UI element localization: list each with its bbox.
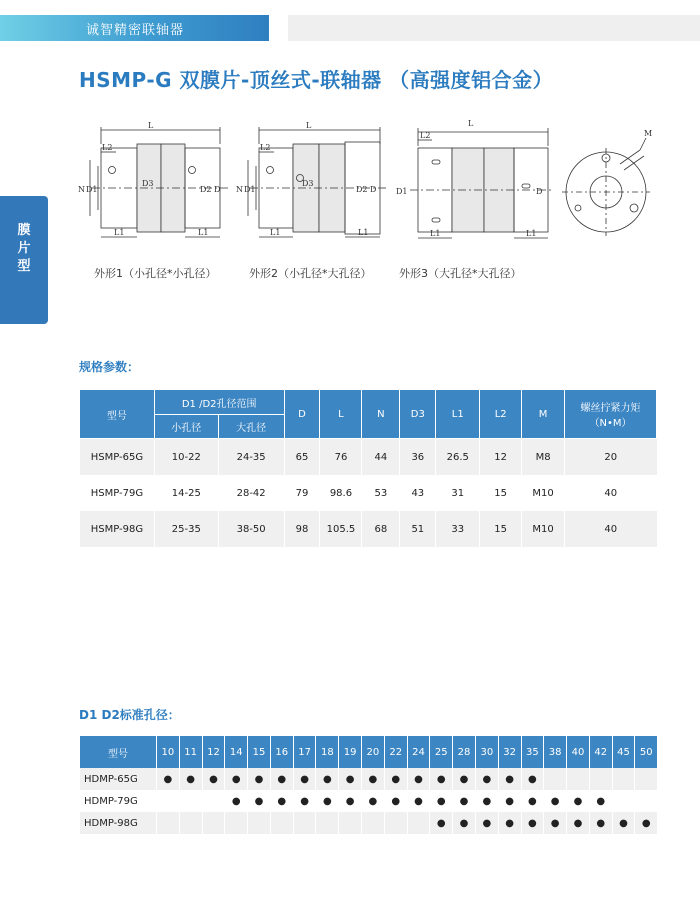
bore-availability-cell: ● <box>544 812 567 834</box>
cell-small: 25-35 <box>154 511 218 547</box>
cell-m: M10 <box>522 475 565 511</box>
svg-text:N: N <box>236 185 243 194</box>
cell-l: 76 <box>320 439 362 476</box>
bore-col-size: 32 <box>498 736 521 768</box>
side-char-1: 膜 <box>17 223 31 238</box>
table-row <box>80 439 657 476</box>
bore-col-size: 16 <box>270 736 293 768</box>
coupling-drawing-shape-1 <box>72 120 232 250</box>
bore-availability-cell: ● <box>453 812 476 834</box>
cell-n: 68 <box>362 511 400 547</box>
svg-text:L1: L1 <box>430 229 441 238</box>
svg-text:L1: L1 <box>270 228 281 237</box>
bore-availability-cell: ● <box>225 768 248 790</box>
bore-col-size: 22 <box>384 736 407 768</box>
bore-col-size: 10 <box>157 736 180 768</box>
cell-d3: 43 <box>400 475 436 511</box>
col-large-bore: 大孔径 <box>218 415 284 439</box>
bore-availability-cell: ● <box>498 812 521 834</box>
col-n: N <box>362 390 400 439</box>
cell-l1: 31 <box>436 475 480 511</box>
bore-availability-cell: ● <box>430 768 453 790</box>
drawing-caption-3: 外形3（大孔径*大孔径） <box>399 267 522 280</box>
svg-text:N: N <box>78 185 85 194</box>
svg-text:L2: L2 <box>260 143 271 152</box>
bore-cell-model: HDMP-98G <box>80 812 157 834</box>
bore-availability-cell <box>202 790 225 812</box>
coupling-drawing-shape-3 <box>388 120 558 250</box>
bore-availability-cell: ● <box>453 790 476 812</box>
cell-large: 28-42 <box>218 475 284 511</box>
bore-availability-cell: ● <box>521 768 544 790</box>
bore-col-size: 24 <box>407 736 430 768</box>
cell-large: 24-35 <box>218 439 284 476</box>
coupling-drawing-shape-2 <box>230 120 390 250</box>
bore-availability-cell <box>544 768 567 790</box>
col-model: 型号 <box>80 390 155 439</box>
table-row <box>80 475 657 511</box>
cell-l2: 12 <box>480 439 522 476</box>
bore-col-size: 38 <box>544 736 567 768</box>
brand-name: 诚智精密联轴器 <box>86 23 185 38</box>
bore-availability-cell <box>612 790 635 812</box>
svg-text:L: L <box>306 121 312 130</box>
spec-table <box>79 389 657 547</box>
bore-col-size: 18 <box>316 736 339 768</box>
bore-col-size: 17 <box>293 736 316 768</box>
bore-availability-cell: ● <box>339 768 362 790</box>
bore-col-size: 50 <box>635 736 657 768</box>
svg-text:D: D <box>370 185 377 194</box>
bore-availability-cell <box>293 812 316 834</box>
cell-model: HSMP-65G <box>80 439 155 476</box>
bore-availability-cell: ● <box>316 790 339 812</box>
bore-cell-model: HDMP-65G <box>80 768 157 790</box>
bore-availability-cell: ● <box>362 790 385 812</box>
svg-text:L2: L2 <box>420 131 431 140</box>
bore-col-model: 型号 <box>80 736 157 768</box>
bore-cell-model: HDMP-79G <box>80 790 157 812</box>
cell-l: 105.5 <box>320 511 362 547</box>
bore-availability-cell: ● <box>475 812 498 834</box>
bore-availability-cell: ● <box>521 790 544 812</box>
cell-d3: 36 <box>400 439 436 476</box>
col-small-bore: 小孔径 <box>154 415 218 439</box>
col-d3: D3 <box>400 390 436 439</box>
torque-unit: （N•M） <box>589 418 632 429</box>
col-d: D <box>284 390 320 439</box>
svg-text:D: D <box>536 187 543 196</box>
cell-m: M10 <box>522 511 565 547</box>
table-row <box>80 812 658 834</box>
header-gray-bar <box>288 15 700 41</box>
svg-text:D1: D1 <box>86 185 98 194</box>
cell-torque: 40 <box>565 475 657 511</box>
bore-availability-cell <box>225 812 248 834</box>
bore-availability-cell: ● <box>407 790 430 812</box>
cell-m: M8 <box>522 439 565 476</box>
bore-availability-cell: ● <box>293 768 316 790</box>
bore-availability-cell: ● <box>589 790 612 812</box>
col-l2: L2 <box>480 390 522 439</box>
bore-availability-cell <box>589 768 612 790</box>
bore-availability-cell: ● <box>567 790 590 812</box>
bore-col-size: 20 <box>362 736 385 768</box>
bore-availability-cell: ● <box>475 790 498 812</box>
svg-text:L1: L1 <box>358 228 369 237</box>
col-bore-range: D1 /D2孔径范围 <box>154 390 284 415</box>
bore-availability-cell: ● <box>384 768 407 790</box>
svg-text:D: D <box>214 185 221 194</box>
bore-section-label: D1 D2标准孔径： <box>79 708 180 722</box>
cell-l: 98.6 <box>320 475 362 511</box>
svg-text:D2: D2 <box>200 185 212 194</box>
bore-availability-cell: ● <box>521 812 544 834</box>
bore-availability-cell <box>248 812 271 834</box>
cell-d: 98 <box>284 511 320 547</box>
svg-text:L: L <box>148 121 154 130</box>
cell-n: 44 <box>362 439 400 476</box>
cell-l2: 15 <box>480 475 522 511</box>
bore-availability-cell <box>384 812 407 834</box>
side-char-3: 型 <box>17 259 31 274</box>
drawing-caption-1: 外形1（小孔径*小孔径） <box>94 267 217 280</box>
svg-text:D3: D3 <box>302 179 314 188</box>
bore-col-size: 12 <box>202 736 225 768</box>
side-char-2: 片 <box>17 241 31 256</box>
cell-d: 79 <box>284 475 320 511</box>
bore-availability-cell: ● <box>362 768 385 790</box>
bore-availability-cell: ● <box>225 790 248 812</box>
bore-col-size: 28 <box>453 736 476 768</box>
bore-availability-cell <box>635 768 657 790</box>
bore-availability-cell: ● <box>157 768 180 790</box>
bore-availability-cell: ● <box>612 812 635 834</box>
bore-table <box>79 736 657 834</box>
bore-availability-cell: ● <box>544 790 567 812</box>
cell-torque: 40 <box>565 511 657 547</box>
cell-large: 38-50 <box>218 511 284 547</box>
table-row <box>80 790 658 812</box>
cell-d: 65 <box>284 439 320 476</box>
svg-text:L1: L1 <box>114 228 125 237</box>
col-m: M <box>522 390 565 439</box>
bore-availability-cell: ● <box>567 812 590 834</box>
bore-availability-cell: ● <box>202 768 225 790</box>
bore-availability-cell: ● <box>453 768 476 790</box>
cell-torque: 20 <box>565 439 657 476</box>
svg-text:D1: D1 <box>244 185 256 194</box>
cell-l2: 15 <box>480 511 522 547</box>
drawing-caption-2: 外形2（小孔径*大孔径） <box>249 267 372 280</box>
bore-availability-cell: ● <box>498 768 521 790</box>
coupling-end-view-drawing <box>560 120 660 250</box>
svg-text:D1: D1 <box>396 187 408 196</box>
svg-text:L2: L2 <box>102 143 113 152</box>
col-l: L <box>320 390 362 439</box>
bore-availability-cell <box>635 790 657 812</box>
col-torque <box>565 390 657 439</box>
bore-col-size: 35 <box>521 736 544 768</box>
bore-availability-cell: ● <box>179 768 202 790</box>
svg-text:L1: L1 <box>198 228 209 237</box>
bore-col-size: 15 <box>248 736 271 768</box>
bore-col-size: 40 <box>567 736 590 768</box>
bore-availability-cell: ● <box>475 768 498 790</box>
bore-availability-cell <box>567 768 590 790</box>
svg-text:L1: L1 <box>526 229 537 238</box>
table-row <box>80 768 658 790</box>
bore-availability-cell <box>157 812 180 834</box>
svg-text:L: L <box>468 120 474 128</box>
cell-l1: 33 <box>436 511 480 547</box>
bore-availability-cell <box>612 768 635 790</box>
svg-text:D3: D3 <box>142 179 154 188</box>
bore-col-size: 30 <box>475 736 498 768</box>
side-category-label <box>14 222 34 276</box>
bore-availability-cell <box>202 812 225 834</box>
bore-availability-cell: ● <box>339 790 362 812</box>
bore-col-size: 14 <box>225 736 248 768</box>
bore-col-size: 45 <box>612 736 635 768</box>
bore-availability-cell <box>157 790 180 812</box>
bore-col-size: 11 <box>179 736 202 768</box>
spec-section-label: 规格参数： <box>79 360 140 374</box>
col-l1: L1 <box>436 390 480 439</box>
cell-model: HSMP-98G <box>80 511 155 547</box>
bore-availability-cell: ● <box>293 790 316 812</box>
cell-small: 10-22 <box>154 439 218 476</box>
bore-availability-cell: ● <box>270 768 293 790</box>
cell-small: 14-25 <box>154 475 218 511</box>
bore-availability-cell: ● <box>430 790 453 812</box>
cell-l1: 26.5 <box>436 439 480 476</box>
bore-col-size: 42 <box>589 736 612 768</box>
table-row <box>80 511 657 547</box>
bore-availability-cell <box>362 812 385 834</box>
bore-availability-cell: ● <box>316 768 339 790</box>
bore-availability-cell <box>339 812 362 834</box>
bore-availability-cell <box>270 812 293 834</box>
cell-n: 53 <box>362 475 400 511</box>
bore-availability-cell: ● <box>270 790 293 812</box>
bore-availability-cell <box>179 812 202 834</box>
bore-availability-cell <box>179 790 202 812</box>
bore-availability-cell: ● <box>248 790 271 812</box>
bore-availability-cell: ● <box>589 812 612 834</box>
svg-text:D2: D2 <box>356 185 368 194</box>
bore-availability-cell: ● <box>384 790 407 812</box>
torque-label: 螺丝拧紧力矩 <box>580 403 641 414</box>
bore-availability-cell <box>316 812 339 834</box>
svg-text:M: M <box>644 129 653 138</box>
bore-availability-cell: ● <box>407 768 430 790</box>
bore-availability-cell: ● <box>430 812 453 834</box>
bore-availability-cell: ● <box>248 768 271 790</box>
bore-col-size: 19 <box>339 736 362 768</box>
page-title: HSMP-G 双膜片-顶丝式-联轴器 （高强度铝合金） <box>79 68 554 92</box>
cell-model: HSMP-79G <box>80 475 155 511</box>
bore-col-size: 25 <box>430 736 453 768</box>
bore-availability-cell <box>407 812 430 834</box>
bore-availability-cell: ● <box>498 790 521 812</box>
bore-availability-cell: ● <box>635 812 657 834</box>
cell-d3: 51 <box>400 511 436 547</box>
